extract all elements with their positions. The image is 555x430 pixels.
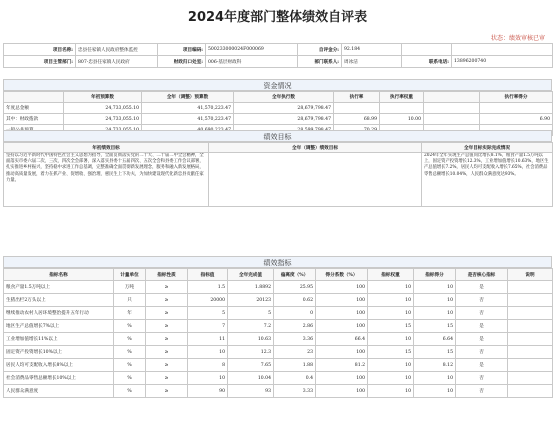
indicator-cell: % <box>114 359 146 372</box>
funds-cell: 41,570,223.47 <box>142 103 234 114</box>
indicator-cell: 10 <box>368 294 414 307</box>
indicator-cell: 10 <box>414 294 456 307</box>
indicator-cell: 否 <box>456 385 508 398</box>
indicator-cell: ≥ <box>146 320 188 333</box>
indicator-cell: 15 <box>414 346 456 359</box>
indicator-cell: 10 <box>368 359 414 372</box>
goals-header-row <box>4 143 553 153</box>
contact-person-value: 周冰洁 <box>342 56 402 68</box>
funds-header <box>4 92 64 103</box>
indicator-name: 粮食产量1.5万吨以上 <box>4 281 114 294</box>
indicator-cell: 0.4 <box>274 372 316 385</box>
indicator-cell: 10 <box>414 307 456 320</box>
funds-cell <box>424 103 480 114</box>
funds-header: 全年（调整）预算数 <box>142 92 234 103</box>
funds-header: 全年执行数 <box>234 92 334 103</box>
indicator-header: 指标性质 <box>146 269 188 281</box>
indicator-row <box>4 320 553 333</box>
funds-cell <box>334 103 380 114</box>
indicator-cell: 否 <box>456 346 508 359</box>
indicator-cell: 10 <box>414 385 456 398</box>
indicator-cell: ≥ <box>146 307 188 320</box>
indicator-cell: 100 <box>316 281 368 294</box>
page-title: 2024年度部门整体绩效自评表 <box>187 10 368 25</box>
indicator-cell: 1.88 <box>274 359 316 372</box>
indicator-cell: 10 <box>188 372 228 385</box>
indicator-cell <box>508 281 553 294</box>
goals-header: 年初绩效目标 <box>4 143 209 153</box>
indicator-cell <box>508 359 553 372</box>
indicator-header: 指标得分 <box>414 269 456 281</box>
funds-cell <box>380 103 424 114</box>
project-info-row <box>4 56 553 68</box>
indicator-cell: 15 <box>368 320 414 333</box>
indicator-cell: 是 <box>456 281 508 294</box>
indicator-name: 人民群众满意度 <box>4 385 114 398</box>
project-info-row <box>4 44 553 56</box>
indicator-cell <box>508 385 553 398</box>
indicator-row <box>4 372 553 385</box>
indicators-header-row <box>4 269 553 281</box>
indicator-name: 固定资产投资增长10%以上 <box>4 346 114 359</box>
indicator-cell: 3.36 <box>274 333 316 346</box>
indicator-cell <box>508 294 553 307</box>
indicator-cell: ≥ <box>146 359 188 372</box>
indicator-cell: 否 <box>456 307 508 320</box>
indicator-cell: % <box>114 320 146 333</box>
indicator-cell: 是 <box>456 333 508 346</box>
indicator-cell: 2.86 <box>274 320 316 333</box>
indicator-cell: 12.3 <box>228 346 274 359</box>
indicator-cell: 万吨 <box>114 281 146 294</box>
indicator-cell: 100 <box>316 307 368 320</box>
indicator-cell: 5 <box>228 307 274 320</box>
indicator-cell: 7 <box>188 320 228 333</box>
indicator-cell: % <box>114 346 146 359</box>
contact-person-label: 部门联系人: <box>298 56 342 68</box>
indicator-cell: 11 <box>188 333 228 346</box>
funds-header-row <box>4 92 553 103</box>
indicator-cell: 20123 <box>228 294 274 307</box>
indicator-cell <box>508 320 553 333</box>
phone-value: 13896200740 <box>452 56 553 68</box>
funds-row <box>4 103 553 114</box>
project-info-table <box>3 43 553 68</box>
indicators-section-title: 绩效指标 <box>3 256 552 268</box>
indicator-cell: 0 <box>274 307 316 320</box>
audit-status: 状态：绩效审核已审 <box>490 35 545 42</box>
indicator-cell: 10 <box>414 281 456 294</box>
project-name-label: 项目名称: <box>4 44 76 56</box>
indicator-row <box>4 294 553 307</box>
indicator-cell: 10 <box>368 385 414 398</box>
indicator-cell: 是 <box>456 359 508 372</box>
funds-header: 执行率权重 <box>380 92 424 103</box>
indicator-cell: 10 <box>414 372 456 385</box>
funds-cell: 年度总金额 <box>4 103 64 114</box>
indicator-row <box>4 385 553 398</box>
indicator-header: 指标值 <box>188 269 228 281</box>
indicator-cell: 10 <box>368 281 414 294</box>
indicator-name: 地区生产总值增长7%以上 <box>4 320 114 333</box>
indicator-cell: 否 <box>456 372 508 385</box>
funds-cell: 10.00 <box>380 114 424 125</box>
indicator-cell: 10.04 <box>228 372 274 385</box>
indicator-name: 社会消费品零售总额增长10%以上 <box>4 372 114 385</box>
indicator-name: 继续推动农村人居环境整治提升五年行动 <box>4 307 114 320</box>
indicators-table <box>3 268 553 398</box>
indicator-cell: 66.4 <box>316 333 368 346</box>
indicator-cell: 10 <box>188 346 228 359</box>
indicator-cell: ≥ <box>146 372 188 385</box>
indicator-cell: 3.33 <box>274 385 316 398</box>
indicator-header: 是否核心指标 <box>456 269 508 281</box>
funds-header: 执行率得分 <box>480 92 553 103</box>
indicator-row <box>4 333 553 346</box>
project-name-value: 忠县任家镇人民政府整体监控 <box>76 44 158 56</box>
indicator-cell: ≥ <box>146 346 188 359</box>
indicator-cell: 90 <box>188 385 228 398</box>
actual-completion-text: 2024年全年实现生产总值同比增长8.1%，粮食产量1.5万吨以上，固定资产投资增长12.3%，工业增加值增长10.63%，地区生产总值增长7.2%，居民人均可支配收入增长7.65%，社会消费品零售总额增长10.04%，人民群众满意度达93%。 <box>422 153 553 207</box>
funds-section-title: 资金情况 <box>3 79 552 91</box>
indicator-header: 偏离度（%） <box>274 269 316 281</box>
indicator-cell: 10.63 <box>228 333 274 346</box>
funds-header: 年初预算数 <box>64 92 142 103</box>
indicator-header: 全年完成值 <box>228 269 274 281</box>
indicator-cell: 5 <box>188 307 228 320</box>
funds-cell: 28,679,798.47 <box>234 103 334 114</box>
indicator-cell: 15 <box>414 320 456 333</box>
self-score-label: 自评金分: <box>298 44 342 56</box>
indicator-cell <box>508 307 553 320</box>
indicator-cell: 0.62 <box>274 294 316 307</box>
indicator-row <box>4 359 553 372</box>
indicator-cell: 15 <box>368 346 414 359</box>
self-score-value: 92.184 <box>342 44 402 56</box>
initial-goal-text: 坚持以习近平新时代中国特色社会主义思想为指导，全面贯彻落实党的二十大、二十届二中全会精神，全面落实市委六届二次、三次、四次全会部署，深入落实县委十五届四次、五次全会和县委工作会议部署，扎实推进乡村振兴，坚持稳中求进工作总基调，完整准确全面贯彻新发展理念，服务和融入新发展格局，推动高质量发展，着力在抓产业、促增收、强治理、惠民生上下功夫，为加快建设现代化新忠县贡献任家力量。 <box>4 153 209 207</box>
funds-header <box>424 92 480 103</box>
indicators-body <box>4 281 553 398</box>
goals-header: 全年（调整）绩效目标 <box>209 143 422 153</box>
indicator-cell: 年 <box>114 307 146 320</box>
indicator-cell: 25.95 <box>274 281 316 294</box>
finance-office-value: 006-基层财政科 <box>206 56 298 68</box>
funds-cell: 其中：财政拨款 <box>4 114 64 125</box>
indicator-cell: % <box>114 385 146 398</box>
funds-cell <box>480 103 553 114</box>
indicator-cell: 100 <box>316 320 368 333</box>
funds-cell: 24,733,055.10 <box>64 103 142 114</box>
indicator-header: 说明 <box>508 269 553 281</box>
funds-cell: 41,570,223.47 <box>142 114 234 125</box>
indicator-cell: 7.2 <box>228 320 274 333</box>
indicator-cell: 100 <box>316 294 368 307</box>
funds-cell: 68.99 <box>334 114 380 125</box>
indicator-cell: 10 <box>368 333 414 346</box>
indicator-cell: 10 <box>368 307 414 320</box>
phone-label: 联系电话: <box>402 56 452 68</box>
project-code-label: 项目编码: <box>158 44 206 56</box>
indicator-cell: 81.2 <box>316 359 368 372</box>
goals-section-title: 绩效目标 <box>3 130 552 142</box>
department-value: 807-忠县任家镇人民政府 <box>76 56 158 68</box>
indicator-cell: 只 <box>114 294 146 307</box>
indicator-cell: 1.5 <box>188 281 228 294</box>
indicator-cell: 10 <box>368 372 414 385</box>
indicator-row <box>4 346 553 359</box>
indicator-cell: % <box>114 333 146 346</box>
indicator-name: 工业增加值增长11%以上 <box>4 333 114 346</box>
indicator-cell: ≥ <box>146 333 188 346</box>
indicator-header: 指标名称 <box>4 269 114 281</box>
indicator-cell <box>508 333 553 346</box>
indicator-cell: % <box>114 372 146 385</box>
funds-cell: 24,733,055.10 <box>64 114 142 125</box>
funds-cell: 28,679,798.47 <box>234 114 334 125</box>
indicator-header: 计量单位 <box>114 269 146 281</box>
indicator-cell: 100 <box>316 346 368 359</box>
indicator-cell: 否 <box>456 294 508 307</box>
indicator-cell: ≥ <box>146 294 188 307</box>
project-code-value: 500233000024F000069 <box>206 44 298 56</box>
indicator-name: 生猪出栏2万头以上 <box>4 294 114 307</box>
indicator-header: 得分系数（%） <box>316 269 368 281</box>
indicator-cell: 1.8892 <box>228 281 274 294</box>
indicator-cell: 8 <box>188 359 228 372</box>
indicator-row <box>4 281 553 294</box>
indicator-name: 居民人均可支配收入增长8%以上 <box>4 359 114 372</box>
finance-office-label: 财政归口处室: <box>158 56 206 68</box>
indicator-header: 指标权重 <box>368 269 414 281</box>
indicator-cell: 7.65 <box>228 359 274 372</box>
indicator-cell <box>508 372 553 385</box>
funds-row <box>4 114 553 125</box>
indicator-cell: 20000 <box>188 294 228 307</box>
indicator-cell: 100 <box>316 372 368 385</box>
indicator-cell <box>508 346 553 359</box>
indicator-row <box>4 307 553 320</box>
indicator-cell: 100 <box>316 385 368 398</box>
indicator-cell: 是 <box>456 320 508 333</box>
indicator-cell: 6.64 <box>414 333 456 346</box>
indicator-cell: ≥ <box>146 281 188 294</box>
goals-row <box>4 153 553 207</box>
department-label: 项目主管部门: <box>4 56 76 68</box>
indicator-cell: 23 <box>274 346 316 359</box>
goals-header: 全年目标实际完成情况 <box>422 143 553 153</box>
goals-table <box>3 142 553 207</box>
indicator-cell: ≥ <box>146 385 188 398</box>
funds-header: 执行率 <box>334 92 380 103</box>
indicator-cell: 8.12 <box>414 359 456 372</box>
adjusted-goal-text <box>209 153 422 207</box>
funds-cell <box>424 114 480 125</box>
funds-cell: 6.90 <box>480 114 553 125</box>
indicator-cell: 93 <box>228 385 274 398</box>
